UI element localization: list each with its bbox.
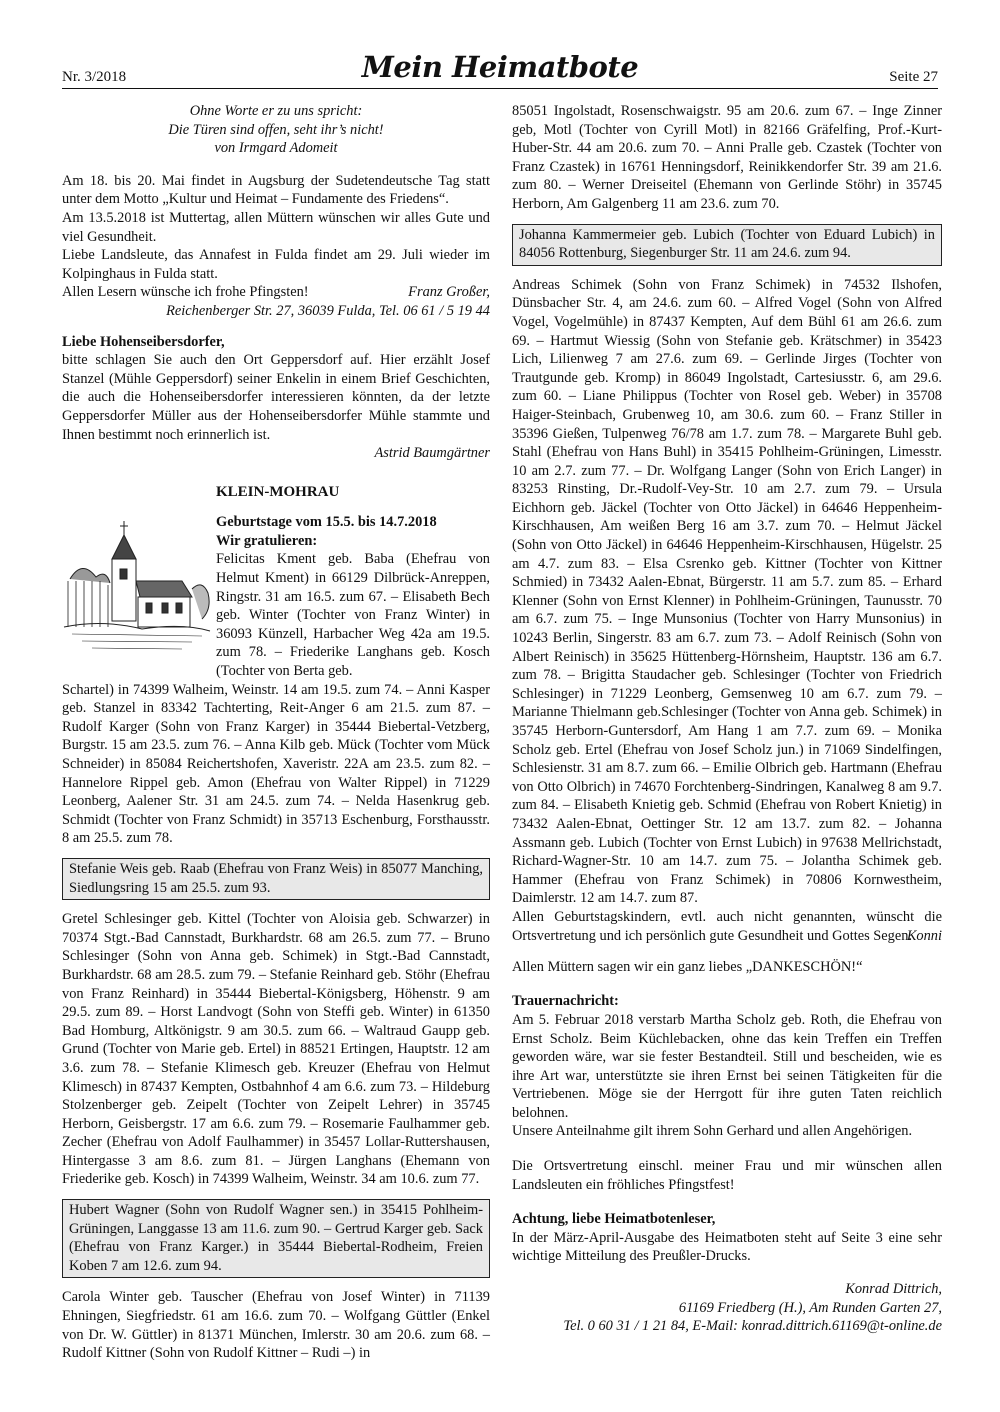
poem-line-2: Die Türen sind offen, seht ihr’s nicht! [168, 121, 384, 138]
birthday-list-side: Felicitas Kment geb. Baba (Ehefrau von Helmut Kment) in 66129 Dilbrück-Anreppen, Ringstr. 31 am 16.5. zum 67. – Elisabeth Bech geb. Winter (Tochter von Franz Winter) in 36093 Künzell, Harbacher Weg 42a am 19.5. zum 78. – Friederike Langhans geb. Kosch (Tochter von Berta geb. [216, 551, 490, 680]
achtung-text: In der März-April-Ausgabe des Heimatboten steht auf Seite 3 eine sehr wichtige Mitteilung des Preußler-Drucks. [512, 1229, 942, 1265]
hohenseibersdorfer-text: bitte schlagen Sie auch den Ort Geppersdorf auf. Hier erzählt Josef Stanzel (Mühle Geppersdorf) seiner Enkelin in einem Brief Geschichten, die auch die Hohenseibersdorfer interessieren könnten, da der letzte Geppersdorfer Müller aus der Hohenseibersdorfer Mühle stammte und Ihnen bestimmt noch erinnerlich ist. [62, 352, 490, 443]
church-sketch-image [62, 481, 214, 681]
trauer-heading: Trauernachricht: [512, 993, 619, 1010]
poem-author: von Irmgard Adomeit [214, 140, 338, 157]
poem-line-1: Ohne Worte er zu uns spricht: [189, 103, 363, 119]
page-number: Seite 27 [889, 69, 938, 85]
masthead-logo: Mein Heimatbote [361, 50, 639, 84]
left-column [62, 102, 490, 1363]
birthday-list-ingolstadt: 85051 Ingolstadt, Rosenschwaigstr. 95 am 20.6. zum 67. – Inge Zinner geb, Motl (Tochter von Cyrill Motl) in 82166 Gräfelfing, Prof.-Kurt-Huber-Str. 44 am 20.6. zum 70. – Anni Pralle geb. Czastek (Tochter von Franz Czastek) in 16761 Henningsdorf, Reinikkendorfer Str. 39 am 21.6. zum 80. – Werner Dreiseitel (Ehemann von Gerlinde Stöhr) in 35745 Herborn, Am Galgenberg 11 am 23.6. zum 70. [512, 103, 942, 212]
highlight-text: Stefanie Weis geb. Raab (Ehefrau von Franz Weis) in 85077 Manching, Siedlungsring 15 am 25.5. zum 93. [69, 860, 483, 896]
poem [62, 102, 490, 158]
church-drawing [62, 519, 212, 654]
right-column [512, 102, 942, 1336]
annafest-text: Liebe Landsleute, das Annafest in Fulda findet am 29. Juli wieder im Kolpinghaus in Fulda statt. [62, 247, 490, 282]
pfingsten-signature: Franz Großer, [408, 284, 490, 301]
birthday-wishes-text: Allen Geburtstagskindern, evtl. auch nicht genannten, wünscht die Ortsvertretung und ich persönlich gute Gesundheit und Gottes Segen. [512, 908, 942, 944]
trauer-text-2: Unsere Anteilnahme gilt ihrem Sohn Gerhard und allen Angehörigen. [512, 1123, 913, 1140]
birthday-list-continued: Schartel) in 74399 Walheim, Weinstr. 14 am 19.5. zum 74. – Anni Kasper geb. Stanzel in 83342 Tachterting, Reit-Anger 6 am 21.5. zum 87. – Rudolf Karger (Sohn von Franz Karger) in 35444 Biebertal-Vetzberg, Burgstr. 15 am 23.5. zum 76. – Anna Kilb geb. Mück (Tochter vom Mück Schneider) in 85084 Reichertshofen, Xaveristr. 22A am 23.5. zum 82. – Hannelore Rippel geb. Amon (Ehefrau von Walter Rippel) in 71229 Leonberg, Aalener Str. 31 am 24.5. zum 74. – Nelda Hasenkrug geb. Schmidt (Tochter von Franz Schmidt) in 35713 Eschenburg, Forsthausstr. 8 am 25.5. zum 78. [62, 681, 490, 847]
issue-number: Nr. 3/2018 [62, 69, 127, 85]
birthday-wishes-signature: Konni [906, 928, 942, 945]
highlight-text: Hubert Wagner (Sohn von Rudolf Wagner sen.) in 35415 Pohlheim-Grüningen, Langgasse 13 am 11.6. zum 90. – Gertrud Karger geb. Sack (Ehefrau von Franz Karger.) in 35444 Biebertal-Rodheim, Freien Koben 7 am 12.6. zum 94. [69, 1202, 483, 1274]
birthday-list-gretel: Gretel Schlesinger geb. Kittel (Tochter von Aloisia geb. Schwarzer) in 70374 Stgt.-Bad Cannstadt, Burkhardstr. 68 am 26.5. zum 77. – Bruno Schlesinger (Sohn von Anna geb. Schimek) in Stgt.-Bad Cannstadt, Burkhardstr. 68 am 28.5. zum 79. – Stefanie Reinhard geb. Stöhr (Ehefrau von Franz Reinhard) in 35444 Biebertal-Königsberg, Höhenstr. 9 am 29.5. zum 89. – Horst Landvogt (Sohn von Steffi geb. Winter) in 61350 Bad Homburg, Altkönigstr. 9 am 30.5. zum 66. – Waltraud Gaupp geb. Grund (Tochter von Marie geb. Ertel) in 88521 Ertingen, Hauptstr. 12 am 3.6. zum 78. – Stefanie Klimesch geb. Kreuzer (Ehefrau von Helmut Klimesch) in 87437 Kempten, Ostbahnhof 4 am 6.6. zum 73. – Hildeburg Stolzenberger geb. Zeipelt (Tochter von Zeipelt Lehrer) in 35745 Herborn, Geisbergstr. 17 am 6.6. zum 79. – Rosemarie Faulhammer geb. Zecher (Ehefrau von Adolf Faulhammer) in 35457 Lollar-Ruttershausen, Hintergasse 3 am 8.6. zum 81. – Jürgen Langhans (Ehemann von Friederike geb. Kosch) in 74399 Walheim, Weinstr. 34 am 10.6. zum 77. [62, 911, 490, 1188]
klein-mohrau-section [62, 481, 490, 681]
highlight-box-johanna-kammermeier [512, 224, 942, 266]
congratulations-heading: Wir gratulieren: [216, 532, 318, 549]
birthdays-range-heading: Geburtstage vom 15.5. bis 14.7.2018 [216, 514, 437, 531]
birthday-list-andreas: Andreas Schimek (Sohn von Franz Schimek) in 74532 Ilshofen, Dünsbacher Str. 4, am 24.6. zum 60. – Alfred Vogel (Sohn von Alfred Vogel, Vogelmühle) in 87437 Kempten, Auf dem Bühl 61 am 26.6. zum 69. – Hartmut Wiessig (Sohn von Stefanie geb. Krätschmer) in 35423 Lich, Lilienweg 7 am 27.6. zum 69. – Gerlinde Jirges (Tochter von Trautgunde geb. Kromp) in 86049 Ingolstadt, Cartesiusstr. 6, am 29.6. zum 60. – Liane Philippus (Tochter von Rosel geb. Weber) in 35708 Haiger-Steinbach, Grubenweg 10, am 30.6. zum 60. – Franz Stiller in 35396 Gießen, Tulpenweg 76/78 am 1.7. zum 78. – Margarete Buhl geb. Stahl (Ehefrau von Hans Buhl) in 35415 Pohlheim-Grüningen, Limesstr. 10 am 2.7. zum 77. – Dr. Wolfgang Langer (Sohn von Erich Langer) in 83253 Rinsting, Dr.-Rudolf-Vey-Str. 10 am 2.7. zum 79. – Ursula Eichhorn geb. Jäckel (Tochter von Otto Jäckel) in 64646 Heppenheim-Kirschhausen, Am weißen Berg 16 am 3.7. zum 70. – Helmut Jäckel (Sohn von Otto Jäckel) in 64646 Heppenheim-Kirschhausen, Hügelstr. 25 am 4.7. zum 83. – Elsa Csrenko geb. Kittner (Tochter von Kittner Schmied) in 73432 Aalen-Ebnat, Bürgerstr. 11 am 5.7. zum 85. – Erhard Klenner (Sohn von Ernst Klenner) in Pohlheim-Grüningen, Taunusstr. 70 am 6.7. zum 75. – Inge Munsonius (Tochter von Harry Munsonius) in 10243 Berlin, Singerstr. 83 am 6.7. zum 73. – Adolf Reinisch (Sohn von Albert Reinisch) in 35625 Hüttenberg-Hörnsheim, Hauptstr. 136 am 6.7. zum 78. – Brigitta Staudacher geb. Schlesinger (Tochter von Friedrich Schlesinger) in 71229 Leonberg, Gemsenweg 10 am 6.7. zum 79. – Marianne Thielmann geb.Schlesinger (Tochter von Anna geb. Schimek) in 35745 Herborn-Guntersdorf, Am Hang 1 am 7.7. zum 69. – Monika Scholz geb. Ertel (Ehefrau von Josef Scholz jun.) in 71069 Sindelfingen, Schlesienstr. 31 am 8.7. zum 66. – Emilie Olbrich geb. Hartmann (Ehefrau von Otto Olbrich) in 74670 Forchtenberg-Sindringen, Kanalweg 8 am 9.7. zum 84. – Elisabeth Knietig geb. Schmid (Ehefrau von Robert Knietig) in 73432 Aalen-Ebnat, Oettinger Str. 12 am 13.7. zum 82. – Johanna Assmann geb. Lubich (Tochter von Ernst Lubich) in 97638 Mellrichstadt, Richard-Wagner-Str. 10 am 14.7. zum 75. – Jolantha Schimek geb. Hammer (Ehefrau von Franz Schimek) in 70806 Kornwestheim, Daimlerstr. 12 am 14.7. zum 87. [512, 276, 943, 907]
achtung-heading: Achtung, liebe Heimatbotenleser, [512, 1211, 716, 1228]
hohenseibersdorfer-signature: Astrid Baumgärtner [374, 445, 490, 462]
dankeschoen-text: Allen Müttern sagen wir ein ganz liebes „DANKESCHÖN!“ [512, 958, 863, 975]
header-rule [62, 88, 938, 89]
page-header [62, 52, 938, 86]
pfingsten-text: Allen Lesern wünsche ich frohe Pfingsten! [62, 284, 309, 301]
trauer-text: Am 5. Februar 2018 verstarb Martha Scholz geb. Roth, die Ehefrau von Ernst Scholz. Beim Küchlebacken, ohne das kein Treffen ein Treffen geworden wäre, war sie fester Bestandteil. Still und bescheiden, wie es ihre Art war, unterstützte sie ihren Ernst bei seinen Tätigkeiten für die Vertriebenen. Möge sie der Herrgott für ihre guten Taten reichlich belohnen. [512, 1011, 942, 1121]
signature-name: Konrad Dittrich, [845, 1281, 942, 1298]
klein-mohrau-title: KLEIN-MOHRAU [216, 483, 340, 500]
pfingsten-address: Reichenberger Str. 27, 36039 Fulda, Tel. 06 61 / 5 19 44 [166, 302, 490, 319]
highlight-text: Johanna Kammermeier geb. Lubich (Tochter von Eduard Lubich) in 84056 Rottenburg, Siegenburger Str. 11 am 24.6. zum 94. [519, 226, 935, 262]
closing-signature [512, 1280, 942, 1336]
highlight-box-hubert-wagner [62, 1199, 490, 1278]
pfingstfest-text: Die Ortsvertretung einschl. meiner Frau und mir wünschen allen Landsleuten ein fröhliches Pfingstfest! [512, 1158, 942, 1193]
signature-contact: Tel. 0 60 31 / 1 21 84, E-Mail: konrad.dittrich.61169@t-online.de [563, 1318, 942, 1335]
highlight-box-stefanie-weis [62, 858, 490, 900]
klein-mohrau-intro [214, 481, 490, 681]
sudetendeutsche-tag-text: Am 18. bis 20. Mai findet in Augsburg der Sudetendeutsche Tag statt unter dem Motto „Kultur und Heimat – Fundamente des Friedens“. [62, 172, 490, 208]
muttertag-text: Am 13.5.2018 ist Muttertag, allen Müttern wünschen wir alles Gute und viel Gesundheit. [62, 209, 490, 245]
signature-address: 61169 Friedberg (H.), Am Runden Garten 27, [678, 1299, 942, 1316]
pfingsten-line [62, 283, 490, 302]
hohenseibersdorfer-heading: Liebe Hohenseibersdorfer, [62, 333, 225, 350]
birthday-list-carola: Carola Winter geb. Tauscher (Ehefrau von Josef Winter) in 71139 Ehningen, Siegfriedstr. 61 am 16.6. zum 70. – Wolfgang Güttler (Enkel von Dr. W. Güttler) in 81371 München, Imlerstr. 30 am 20.6. zum 68. – Rudolf Kittner (Sohn von Rudolf Kittner – Rudi –) in [62, 1289, 490, 1362]
